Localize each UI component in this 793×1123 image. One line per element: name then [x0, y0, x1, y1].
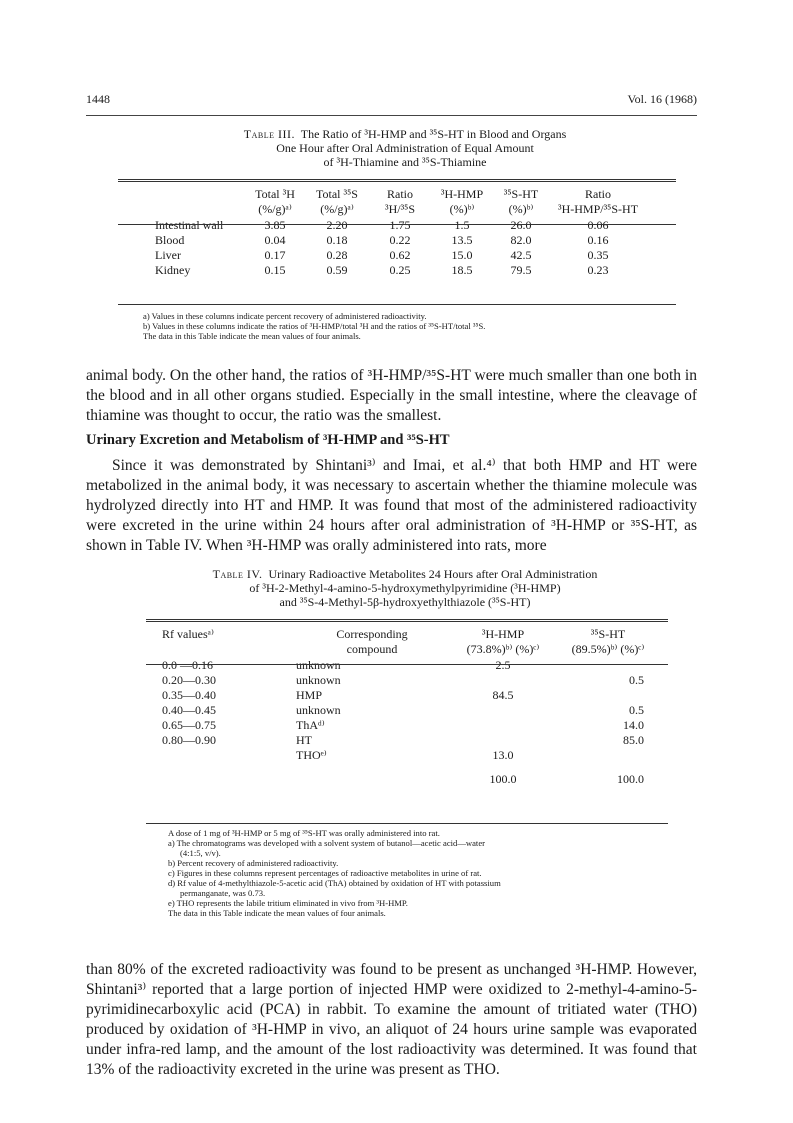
table-cell: 1.75	[389, 218, 411, 232]
table-row	[162, 718, 658, 733]
table-cell	[162, 748, 296, 763]
table-cell: HT	[296, 733, 312, 747]
paragraph-2: Since it was demonstrated by Shintani³⁾ and Imai, et al.⁴⁾ that both HMP and HT were metabolized in the animal body, it was necessary to ascertain whether the thiamine molecule was hydrolyzed directly into HT and HMP. It was found that most of the administered radioactivity were excreted in the urine within 24 hours after oral administration of ³H-HMP or ³⁵S-HT, as shown in Table IV. When ³H-HMP was orally administered into rats, more	[86, 457, 697, 554]
table-cell: 0.35—0.40	[162, 688, 216, 702]
table4-header	[162, 628, 658, 658]
table3-label: Table III.	[243, 127, 295, 141]
footnote: permanganate, was 0.73.	[180, 888, 266, 898]
table-cell	[558, 688, 658, 703]
header-row	[162, 643, 658, 658]
table3-body	[155, 218, 647, 278]
table-cell	[448, 673, 558, 688]
footnote: b) Values in these columns indicate the ratios of ³H-HMP/total ³H and the ratios of ³⁵S-HT/total ³⁵S.	[143, 321, 486, 331]
table-cell: Intestinal wall	[155, 218, 224, 232]
table-cell: 85.0	[623, 733, 644, 747]
table4-footnotes	[168, 828, 501, 918]
table-cell: 42.5	[510, 248, 532, 262]
table-cell: Liver	[155, 248, 181, 262]
table4-caption	[130, 567, 680, 609]
table4-mid-rule	[146, 664, 668, 665]
table4-caption-line1: Urinary Radioactive Metabolites 24 Hours after Oral Administration	[268, 567, 598, 581]
column-header: Ratio	[585, 187, 611, 201]
footnote: The data in this Table indicate the mean values of four animals.	[168, 908, 386, 918]
footnote: A dose of 1 mg of ³H-HMP or 5 mg of ³⁵S-HT was orally administered into rat.	[168, 828, 440, 838]
table3-header	[155, 188, 647, 218]
table-cell: 2.20	[326, 218, 348, 232]
table-cell: 0.65—0.75	[162, 718, 216, 732]
section-heading: Urinary Excretion and Metabolism of ³H-HMP and ³⁵S-HT	[86, 432, 450, 448]
table3-mid-rule	[118, 224, 676, 225]
column-header: (%)ᵇ⁾	[508, 202, 534, 216]
column-header: ³H-HMP	[481, 627, 525, 641]
footnote: a) Values in these columns indicate percent recovery of administered radioactivity.	[143, 311, 427, 321]
table-cell: 0.06	[587, 218, 609, 232]
table4-top-rule	[146, 619, 668, 622]
header-rule	[86, 115, 697, 116]
table-cell: 3.85	[264, 218, 286, 232]
table4-bottom-rule	[146, 823, 668, 824]
column-header: (73.8%)ᵇ⁾ (%)ᶜ⁾	[466, 642, 540, 656]
paragraph-1: animal body. On the other hand, the ratios of ³H-HMP/³⁵S-HT were much smaller than one both in the blood and in all other organs studied. Especially in the small intestine, where the cleavage of thiamine was thought to occur, the ratio was the smallest.	[86, 367, 697, 424]
table-row	[162, 688, 658, 703]
table-cell	[448, 703, 558, 718]
column-header: Corresponding	[336, 627, 408, 641]
table-cell: 15.0	[451, 248, 473, 262]
column-header: ³H/³⁵S	[384, 202, 416, 216]
table4	[162, 628, 658, 787]
table-cell: 0.40—0.45	[162, 703, 216, 717]
table-cell: 26.0	[510, 218, 532, 232]
column-header: ³H-HMP	[440, 187, 484, 201]
table-cell: HMP	[296, 688, 323, 702]
table-cell: ThAᵈ⁾	[296, 718, 325, 732]
footnote: d) Rf value of 4-methylthiazole-5-acetic acid (ThA) obtained by oxidation of HT with potassium	[168, 878, 501, 888]
table3-footnotes	[143, 311, 485, 341]
table-cell: 0.23	[587, 263, 609, 277]
column-header: ³H-HMP/³⁵S-HT	[557, 202, 639, 216]
table4-label: Table IV.	[212, 567, 263, 581]
table-cell: 0.25	[389, 263, 411, 277]
table3-top-rule	[118, 179, 676, 182]
column-header: ³⁵S-HT	[503, 187, 539, 201]
table-cell	[162, 763, 296, 787]
table-cell: unknown	[296, 673, 341, 687]
table-cell: 13.0	[492, 748, 514, 762]
column-header: (%/g)ᵃ⁾	[320, 202, 354, 216]
table-row	[162, 658, 658, 673]
column-header	[155, 203, 245, 218]
table3-caption-line2: One Hour after Oral Administration of Equal Amount	[276, 141, 534, 155]
header-row	[155, 203, 647, 218]
table-row	[162, 763, 658, 787]
table-cell: 13.5	[451, 233, 473, 247]
table-cell	[448, 718, 558, 733]
footnote: The data in this Table indicate the mean values of four animals.	[143, 331, 361, 341]
table-cell: 0.22	[389, 233, 411, 247]
table-cell	[296, 763, 448, 787]
column-header: compound	[346, 642, 398, 656]
table-cell: 0.62	[389, 248, 411, 262]
table-cell: 0.18	[326, 233, 348, 247]
footnote: e) THO represents the labile tritium eliminated in vivo from ³H-HMP.	[168, 898, 408, 908]
table-cell: 84.5	[492, 688, 514, 702]
table3-caption-line1: The Ratio of ³H-HMP and ³⁵S-HT in Blood and Organs	[300, 127, 567, 141]
table-cell: 0.59	[326, 263, 348, 277]
table-cell: 100.0	[489, 772, 517, 786]
table-row	[155, 248, 647, 263]
table3-bottom-rule	[118, 304, 676, 305]
table4-caption-line3: and ³⁵S-4-Methyl-5β-hydroxyethylthiazole (³⁵S-HT)	[279, 595, 531, 609]
column-header: (%/g)ᵃ⁾	[258, 202, 292, 216]
table-cell: unknown	[296, 703, 341, 717]
column-header: Total ³H	[255, 187, 295, 201]
table-cell: 0.20—0.30	[162, 673, 216, 687]
page-number: 1448	[86, 92, 110, 106]
table4-caption-line2: of ³H-2-Methyl-4-amino-5-hydroxymethylpyrimidine (³H-HMP)	[249, 581, 561, 595]
table-cell: 0.16	[587, 233, 609, 247]
table-cell: 0.35	[587, 248, 609, 262]
column-header	[162, 643, 296, 658]
table-cell: 82.0	[510, 233, 532, 247]
table-row	[162, 733, 658, 748]
table-cell: 0.80—0.90	[162, 733, 216, 747]
table3-caption-line3: of ³H-Thiamine and ³⁵S-Thiamine	[323, 155, 487, 169]
table-cell: 0.5	[629, 673, 644, 687]
table-cell: unknown	[296, 658, 341, 672]
table-cell	[558, 658, 658, 673]
table-cell: 0.28	[326, 248, 348, 262]
table-cell: 79.5	[510, 263, 532, 277]
footnote: c) Figures in these columns represent percentages of radioactive metabolites in urine of rat.	[168, 868, 482, 878]
table-cell: 18.5	[451, 263, 473, 277]
table3	[155, 188, 647, 278]
table-row	[162, 703, 658, 718]
table-row	[155, 233, 647, 248]
table-cell: 1.5	[454, 218, 470, 232]
header-row	[162, 628, 658, 643]
table-cell: 0.0 —0.16	[162, 658, 213, 672]
table-cell: 0.5	[629, 703, 644, 717]
column-header: (%)ᵇ⁾	[449, 202, 475, 216]
table-cell	[558, 748, 658, 763]
table-row	[162, 673, 658, 688]
table3-caption	[150, 127, 660, 169]
footnote: (4:1:5, v/v).	[180, 848, 221, 858]
table-cell: Blood	[155, 233, 185, 247]
table-cell: 0.15	[264, 263, 286, 277]
table-row	[155, 218, 647, 233]
column-header: ³⁵S-HT	[590, 627, 626, 641]
table-cell: 100.0	[617, 772, 644, 786]
table4-body	[162, 658, 658, 787]
column-header	[155, 188, 245, 203]
table-cell: THOᵉ⁾	[296, 748, 327, 762]
table-cell	[448, 733, 558, 748]
volume-label: Vol. 16 (1968)	[627, 92, 697, 106]
paragraph-3: than 80% of the excreted radioactivity was found to be present as unchanged ³H-HMP. However, Shintani³⁾ reported that a large portion of injected HMP were oxidized to 2-methyl-4-amino-5-pyrimidinecarboxylic acid (PCA) in rabbit. To examine the amount of tritiated water (THO) produced by oxidation of ³H-HMP in vivo, an aliquot of 24 hours urine sample was evaporated under infra-red lamp, and the amount of the lost radioactivity was determined. It was found that 13% of the radioactivity excreted in the urine was present as THO.	[86, 961, 697, 1078]
table-row	[162, 748, 658, 763]
table-cell: 0.04	[264, 233, 286, 247]
table-cell: 2.5	[495, 658, 511, 672]
table-row	[155, 263, 647, 278]
header-row	[155, 188, 647, 203]
column-header: Ratio	[387, 187, 413, 201]
table-cell: 14.0	[623, 718, 644, 732]
column-header: (89.5%)ᵇ⁾ (%)ᶜ⁾	[571, 642, 645, 656]
column-header: Rf valuesᵃ⁾	[162, 627, 214, 641]
table-cell: Kidney	[155, 263, 191, 277]
footnote: b) Percent recovery of administered radioactivity.	[168, 858, 339, 868]
table-cell: 0.17	[264, 248, 286, 262]
column-header: Total ³⁵S	[316, 187, 358, 201]
footnote: a) The chromatograms was developed with a solvent system of butanol—acetic acid—water	[168, 838, 485, 848]
